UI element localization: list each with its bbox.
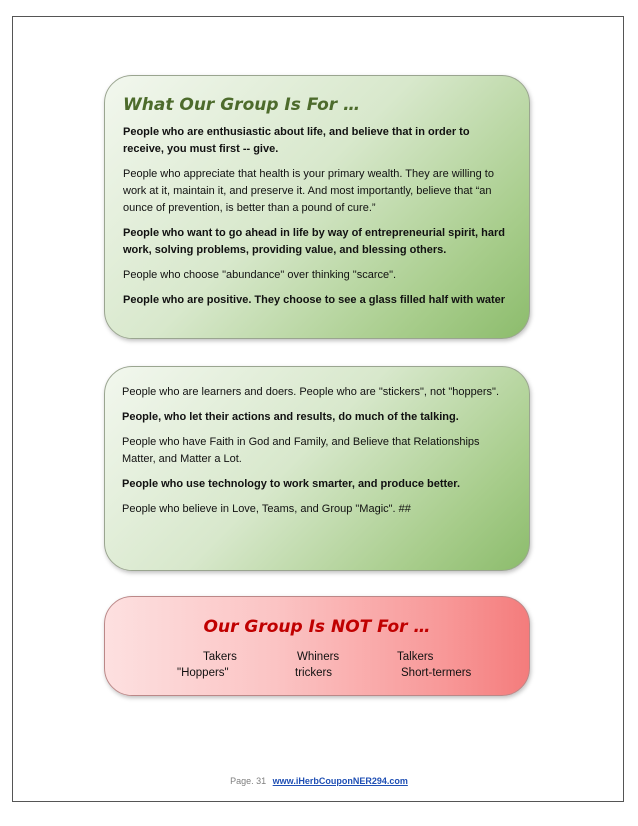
for-item-positive: People who are positive. They choose to see a glass filled half with water	[123, 294, 506, 306]
footer-link[interactable]: www.iHerbCouponNER294.com	[272, 776, 408, 786]
for-item-entrepreneurial: People who want to go ahead in life by way of entrepreneurial spirit, hard work, solving problems, providing value, and blessing others.	[123, 227, 506, 256]
more-item-learners: People who are learners and doers. People who are "stickers", not "hoppers".	[122, 386, 499, 398]
for-item-abundance: People who choose "abundance" over thinking "scarce".	[123, 269, 397, 281]
not-for-whiners: Whiners	[297, 651, 340, 663]
not-for-trickers: trickers	[295, 667, 333, 679]
more-item-faith: People who have Faith in God and Family, and Believe that Relationships Matter, and Matter a Lot.	[122, 436, 480, 465]
group-is-for-panel	[104, 75, 530, 339]
more-item-actions: People, who let their actions and results, do much of the talking.	[122, 411, 459, 423]
not-for-short-termers: Short-termers	[401, 667, 472, 679]
group-not-for-title: Our Group Is NOT For …	[203, 617, 431, 637]
not-for-talkers: Talkers	[397, 651, 434, 663]
group-not-for-panel	[104, 596, 530, 696]
more-item-technology: People who use technology to work smarter, and produce better.	[122, 478, 461, 490]
page-number: Page. 31	[230, 776, 267, 786]
not-for-hoppers: "Hoppers"	[177, 667, 229, 679]
for-item-health: People who appreciate that health is your primary wealth. They are willing to work at it, maintain it, and preserve it. And most importantly, believe that “an ounce of prevention, is better than a pound of cure.”	[123, 168, 494, 214]
not-for-takers: Takers	[203, 651, 237, 663]
group-is-for-title: What Our Group Is For …	[123, 95, 361, 115]
page-footer	[0, 776, 638, 786]
for-item-enthusiastic: People who are enthusiastic about life, and believe that in order to receive, you must first -- give.	[123, 126, 470, 155]
group-more-panel	[104, 366, 530, 571]
more-item-love: People who believe in Love, Teams, and Group "Magic". ##	[122, 503, 411, 515]
